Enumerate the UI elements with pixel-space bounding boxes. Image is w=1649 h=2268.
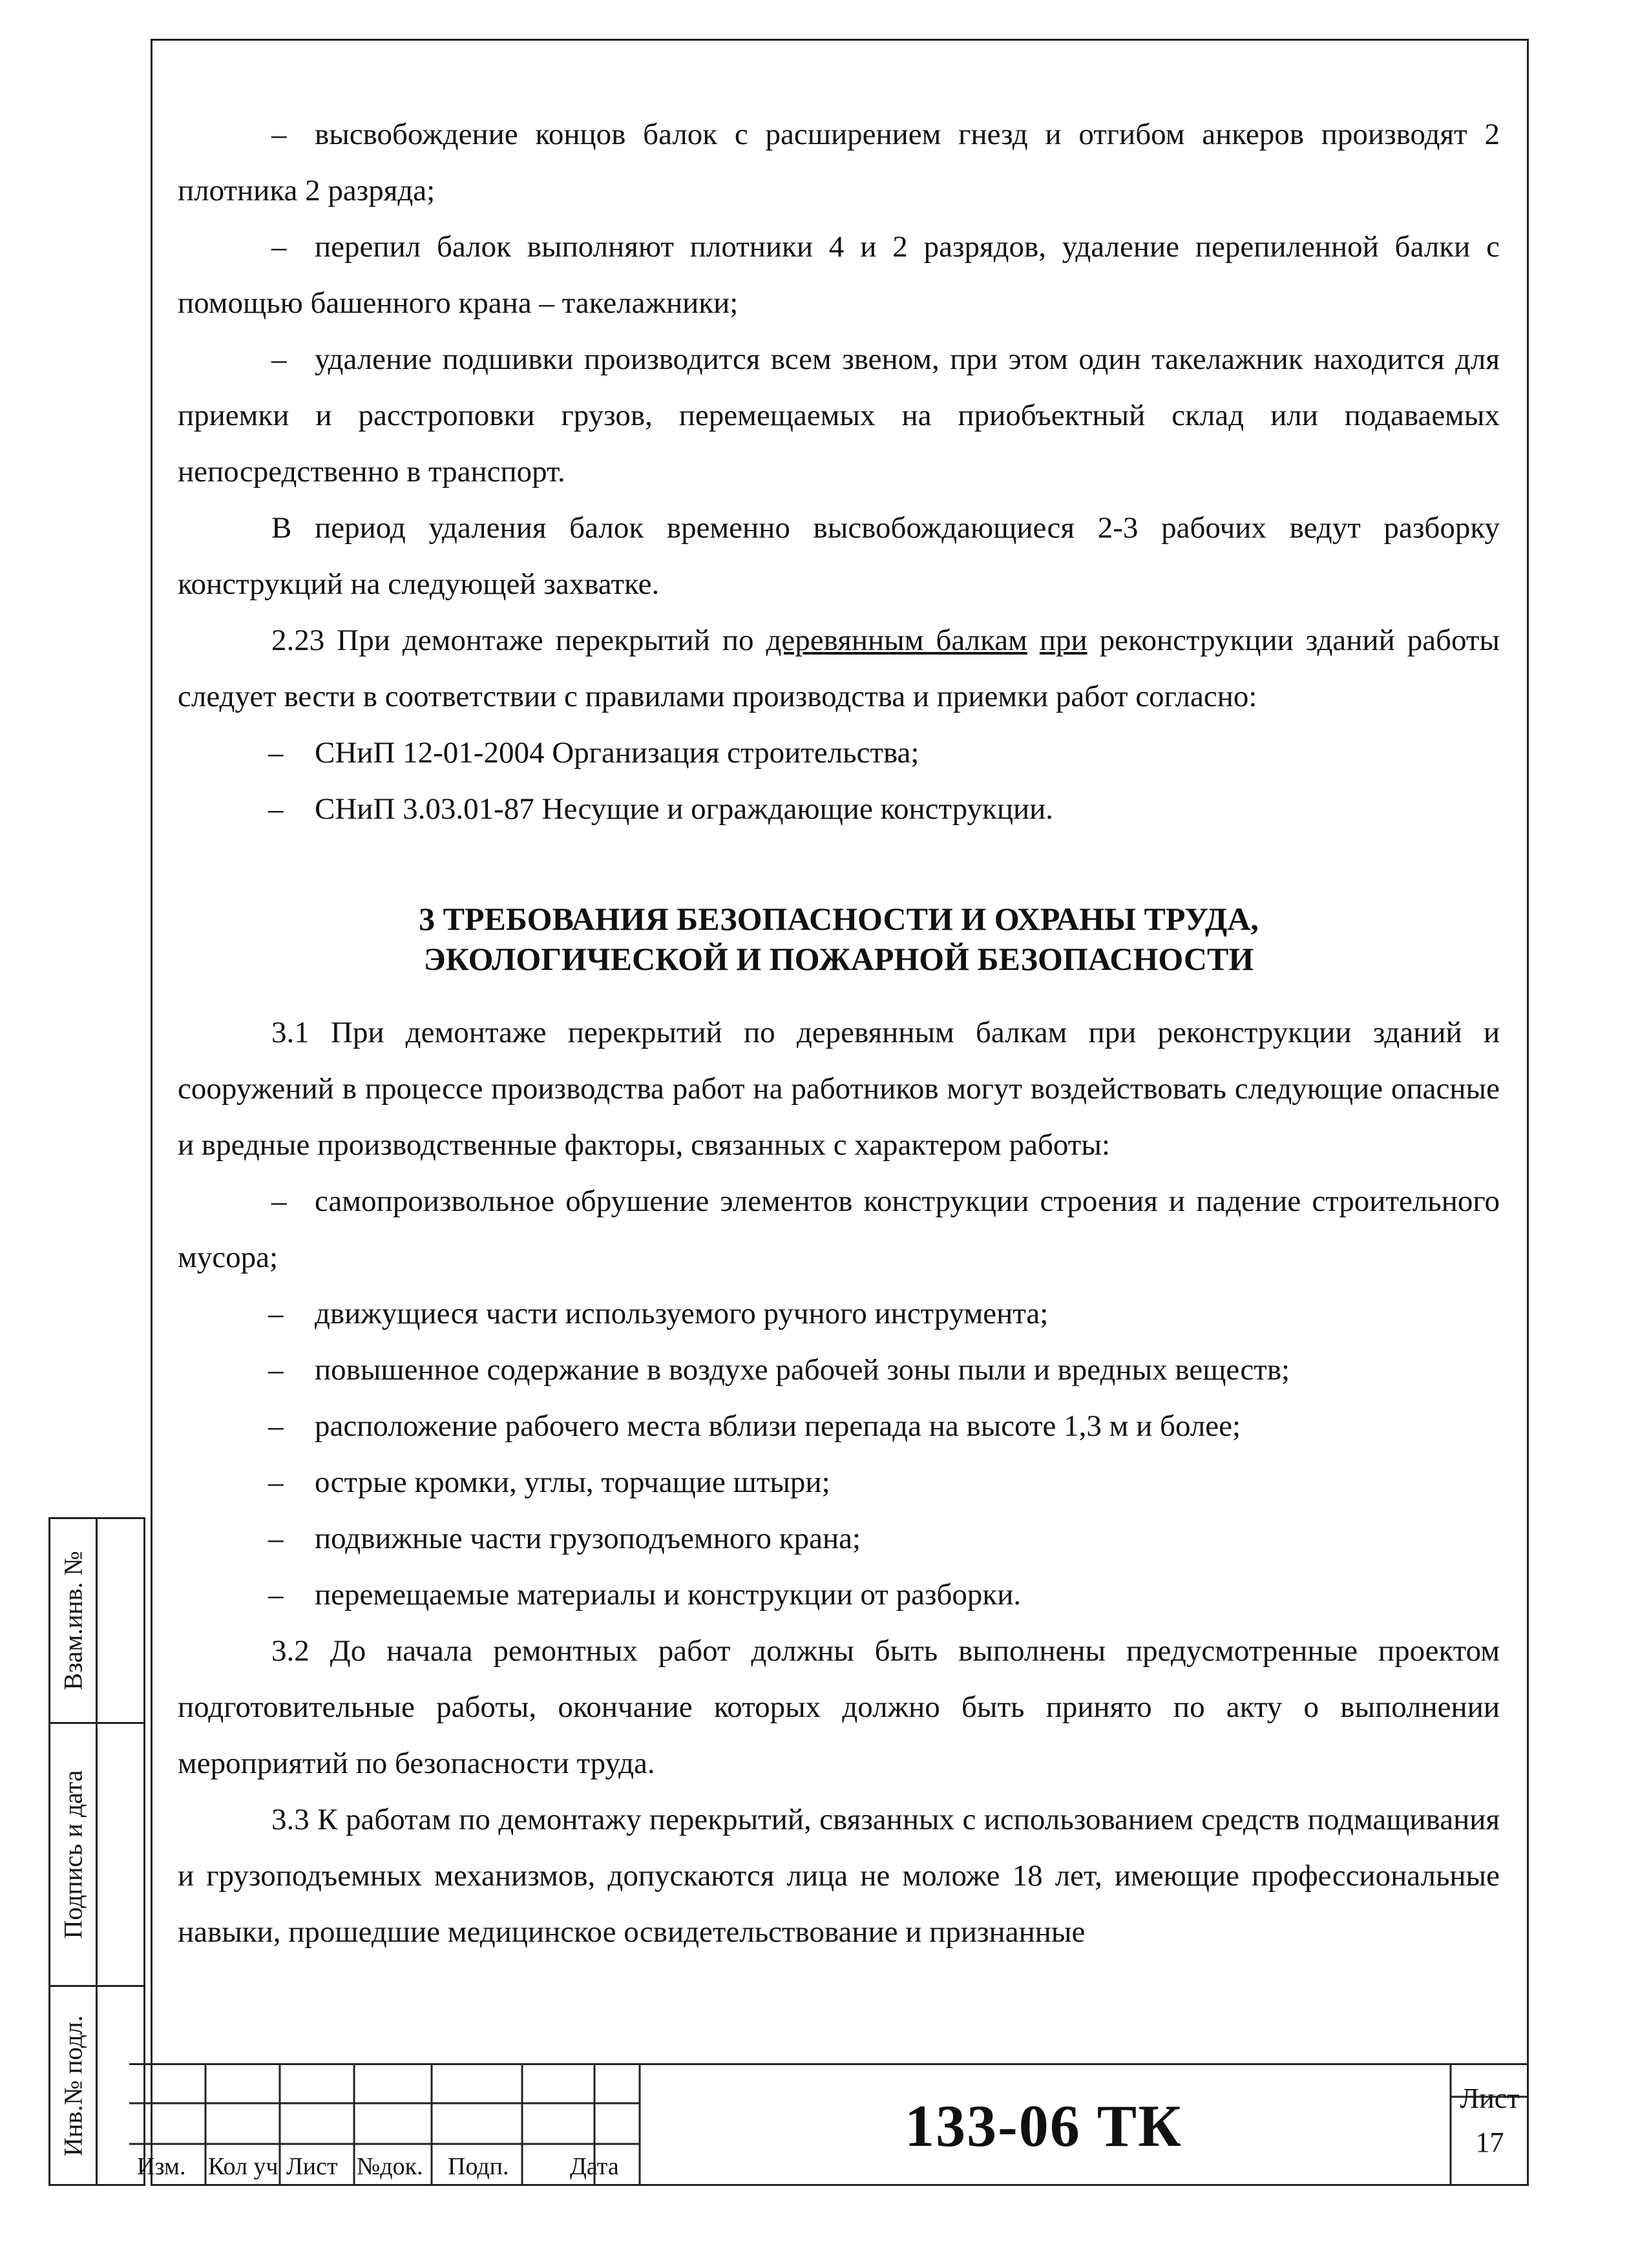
- title-label-list: Лист: [286, 2153, 338, 2180]
- title-label-ndok: №док.: [357, 2153, 423, 2180]
- bullet-paragraph: – перепил балок выполняют плотники 4 и 2 разрядов, удаление перепиленной балки с помощью башенного крана – такелажники;: [178, 230, 1500, 320]
- document-code: 133-06 ТК: [905, 2093, 1182, 2159]
- factor-item: – острые кромки, углы, торчащие штыри;: [268, 1465, 830, 1499]
- document-body: [178, 107, 1500, 1960]
- sheet-number: 17: [1475, 2126, 1504, 2158]
- paragraph-3-1: 3.1 При демонтаже перекрытий по деревянным балкам при реконструкции зданий и сооружений в процессе производства работ на работников могут воздействовать следующие опасные и вредные производственные факторы, связанных с характером работы:: [178, 1016, 1500, 1162]
- paragraph-2-23: 2.23 При демонтаже перекрытий по деревянным балкам при реконструкции зданий работы следует вести в соответствии с правилами производства и приемки работ согласно:: [178, 624, 1500, 713]
- side-stamp-signature-date: [48, 1722, 145, 1987]
- factor-item: – движущиеся части используемого ручного инструмента;: [268, 1297, 1049, 1330]
- sheet-label: Лист: [1460, 2083, 1520, 2114]
- title-label-data: Дата: [570, 2153, 619, 2180]
- title-label-kol: Кол уч: [208, 2153, 278, 2180]
- bullet-paragraph: – высвобождение концов балок с расширением гнезд и отгибом анкеров производят 2 плотника 2 разряда;: [178, 118, 1500, 207]
- title-label-podp: Подп.: [448, 2153, 509, 2180]
- title-label-izm: Изм.: [137, 2153, 186, 2180]
- standard-item: – СНиП 12-01-2004 Организация строительства;: [268, 736, 919, 770]
- side-label-vzam: Взам.инв. №: [58, 1551, 88, 1690]
- paragraph-3-3: 3.3 К работам по демонтажу перекрытий, связанных с использованием средств подмащивания и грузоподъемных механизмов, допускаются лица не моложе 18 лет, имеющие профессиональные навыки, прошедшие медицинское освидетельствование и признанные: [178, 1803, 1500, 1949]
- side-label-podpis: Подпись и дата: [58, 1770, 88, 1939]
- paragraph-3-2: 3.2 До начала ремонтных работ должны быть выполнены предусмотренные проектом подготовительные работы, окончание которых должно быть принято по акту о выполнении мероприятий по безопасности труда.: [178, 1634, 1500, 1780]
- side-stamp-replacement-inv: [48, 1517, 145, 1724]
- factor-item: – расположение рабочего места вблизи перепада на высоте 1,3 м и более;: [268, 1409, 1241, 1443]
- factor-item: – повышенное содержание в воздухе рабочей зоны пыли и вредных веществ;: [268, 1353, 1290, 1387]
- side-label-inv: Инв.№ подл.: [58, 2015, 88, 2156]
- paragraph: В период удаления балок временно высвобождающиеся 2-3 рабочих ведут разборку конструкций на следующей захватке.: [178, 511, 1500, 601]
- factor-item: – самопроизвольное обрушение элементов конструкции строения и падение строительного мусора;: [178, 1184, 1500, 1274]
- factor-item: – подвижные части грузоподъемного крана;: [268, 1522, 861, 1555]
- standard-item: – СНиП 3.03.01-87 Несущие и ограждающие конструкции.: [268, 792, 1054, 826]
- factor-item: – перемещаемые материалы и конструкции от разборки.: [268, 1578, 1022, 1612]
- section-heading: 3 ТРЕБОВАНИЯ БЕЗОПАСНОСТИ И ОХРАНЫ ТРУДА, ЭКОЛОГИЧЕСКОЙ И ПОЖАРНОЙ БЕЗОПАСНОСТИ: [419, 901, 1259, 977]
- bullet-paragraph: – удаление подшивки производится всем звеном, при этом один такелажник находится для приемки и расстроповки грузов, перемещаемых на приобъектный склад или подаваемых непосредственно в транспорт.: [178, 342, 1500, 488]
